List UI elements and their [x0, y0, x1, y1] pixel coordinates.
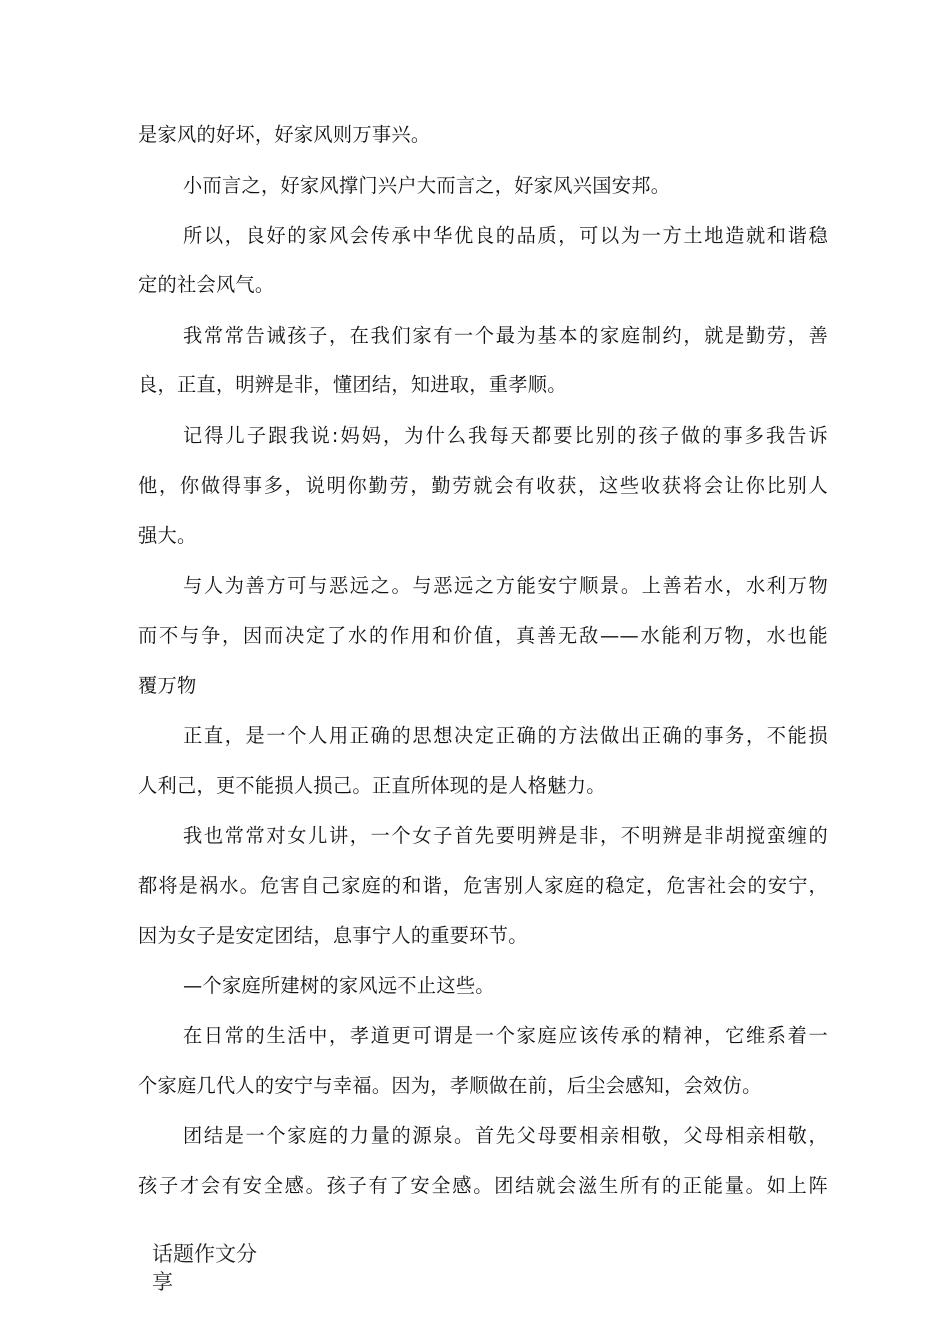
footer-label — [152, 1240, 282, 1296]
paragraph-line: 所以，良好的家风会传承中华优良的品质，可以为一方土地造就和谐稳 — [183, 224, 828, 247]
paragraph-line: 他，你做得事多，说明你勤劳，勤劳就会有收获，这些收获将会让你比别人 — [138, 474, 828, 497]
paragraph-line: —个家庭所建树的家风远不止这些。 — [183, 974, 495, 997]
paragraph-line: 因为女子是安定团结，息事宁人的重要环节。 — [138, 924, 528, 947]
paragraph-line: 而不与争，因而决定了水的作用和价值，真善无敌——水能利万物，水也能 — [138, 624, 828, 647]
paragraph-line: 人利己，更不能损人损己。正直所体现的是人格魅力。 — [138, 774, 606, 797]
paragraph-line: 孩子才会有安全感。孩子有了安全感。团结就会滋生所有的正能量。如上阵 — [138, 1174, 828, 1197]
paragraph-line: 正直，是一个人用正确的思想决定正确的方法做出正确的事务，不能损 — [183, 724, 828, 747]
paragraph-line: 个家庭几代人的安宁与幸福。因为，孝顺做在前，后尘会感知，会效仿。 — [138, 1074, 762, 1097]
paragraph-line: 都将是祸水。危害自己家庭的和谐，危害别人家庭的稳定，危害社会的安宁， — [138, 874, 828, 897]
paragraph-line: 定的社会风气。 — [138, 273, 275, 296]
paragraph-line: 我也常常对女儿讲，一个女子首先要明辨是非，不明辨是非胡搅蛮缠的 — [183, 824, 828, 847]
paragraph-line: 是家风的好坏，好家风则万事兴。 — [138, 123, 431, 146]
paragraph-line: 团结是一个家庭的力量的源泉。首先父母要相亲相敬，父母相亲相敬， — [183, 1124, 828, 1147]
paragraph-line: 与人为善方可与恶远之。与恶远之方能安宁顺景。上善若水，水利万物 — [183, 574, 828, 597]
paragraph-line: 覆万物 — [138, 674, 197, 697]
paragraph-line: 良，正直，明辨是非，懂团结，知进取，重孝顺。 — [138, 373, 567, 396]
footer-label-line: 话题作文分 — [152, 1242, 257, 1266]
paragraph-line: 小而言之，好家风撑门兴户大而言之，好家风兴国安邦。 — [183, 174, 671, 197]
paragraph-line: 记得儿子跟我说:妈妈，为什么我每天都要比别的孩子做的事多我告诉 — [183, 424, 828, 447]
footer-label-line: 享 — [152, 1270, 173, 1294]
paragraph-line: 在日常的生活中，孝道更可谓是一个家庭应该传承的精神，它维系着一 — [183, 1024, 828, 1047]
paragraph-line: 强大。 — [138, 524, 197, 547]
paragraph-line: 我常常告诫孩子，在我们家有一个最为基本的家庭制约，就是勤劳，善 — [183, 324, 828, 347]
